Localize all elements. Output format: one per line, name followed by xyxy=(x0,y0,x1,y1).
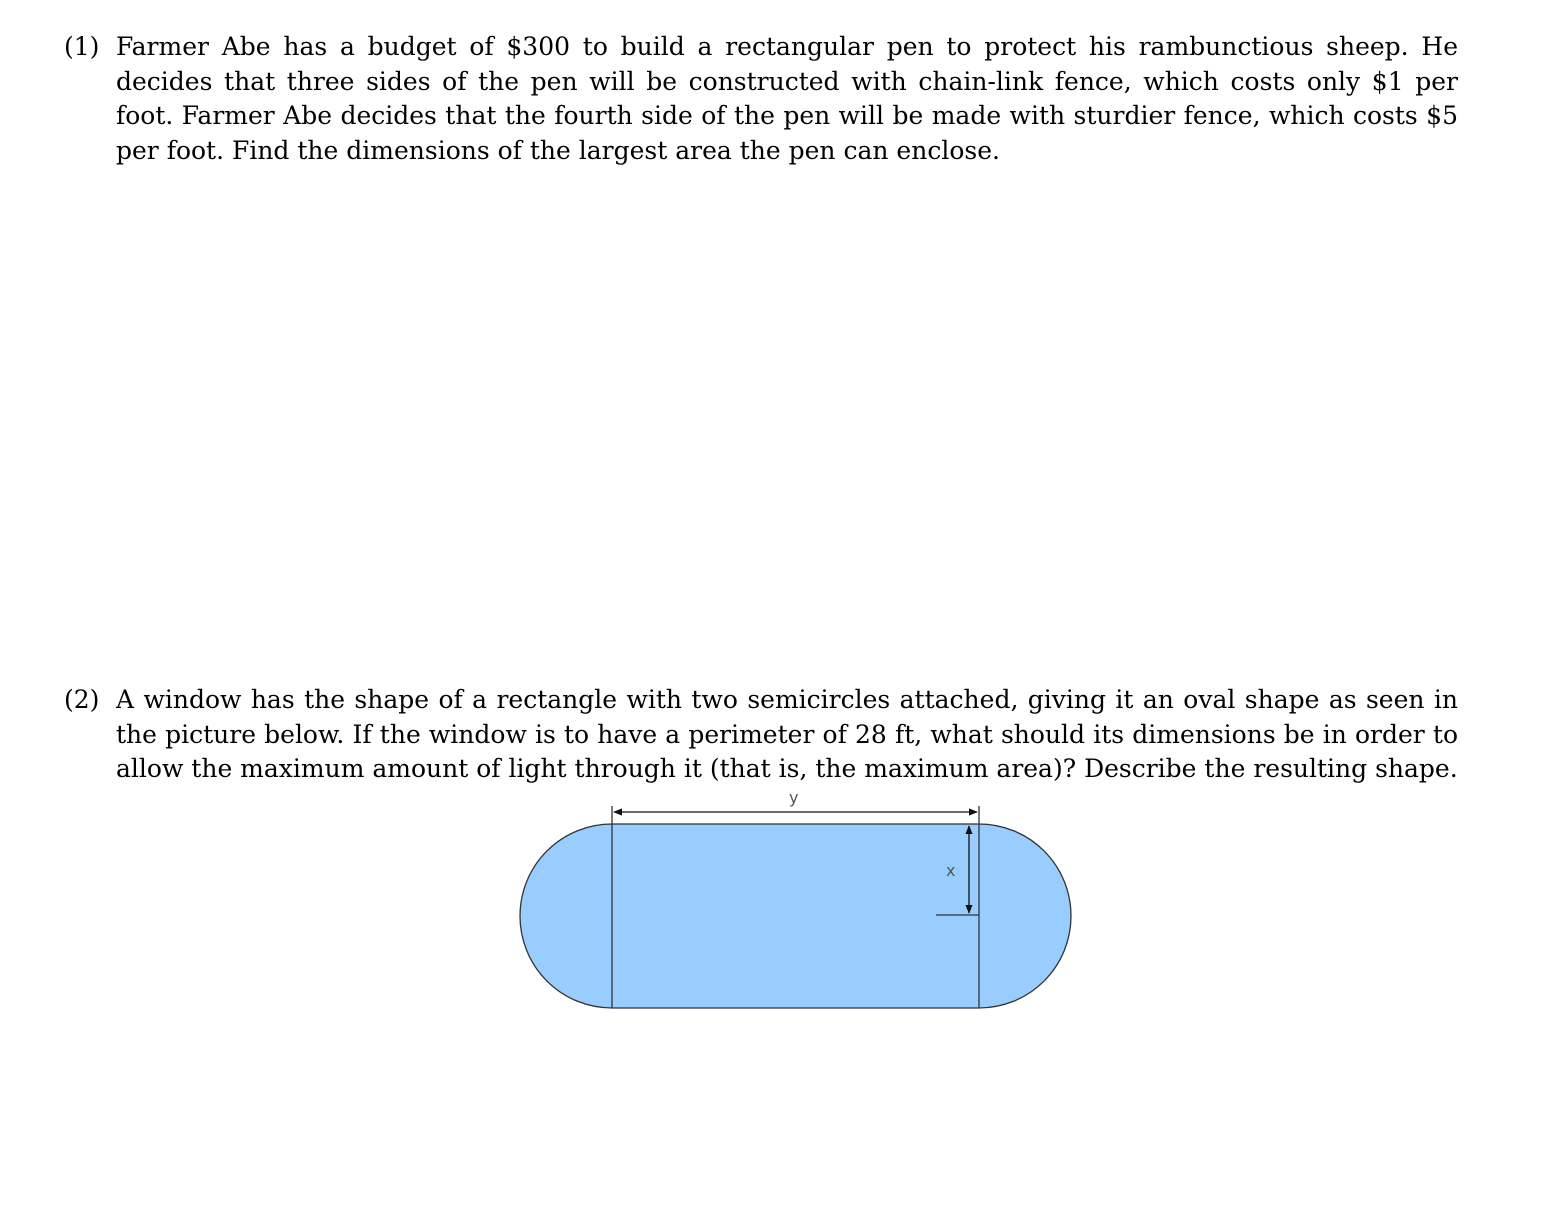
width-label: y xyxy=(789,788,799,807)
problem-2-text: A window has the shape of a rectangle with two semicircles attached, giving it an oval shape as seen in the picture below. If the window is to have a perimeter of 28 ft, what should its dimensions be in order to allow the maximum amount of light through it (that is, the maximum area)? Describe the resulting shape. xyxy=(116,685,1458,784)
problem-1-text: Farmer Abe has a budget of $300 to build a rectangular pen to protect his rambunctious sheep. He decides that three sides of the pen will be constructed with chain-link fence, which costs only $1 per foot. Farmer Abe decides that the fourth side of the pen will be made with sturdier fence, which costs $5 per foot. Find the dimensions of the largest area the pen can enclose. xyxy=(116,32,1458,165)
radius-label: x xyxy=(946,861,956,880)
window-shape xyxy=(520,824,1071,1008)
problem-1-number: (1) xyxy=(64,32,100,61)
problem-2-number: (2) xyxy=(64,685,100,714)
